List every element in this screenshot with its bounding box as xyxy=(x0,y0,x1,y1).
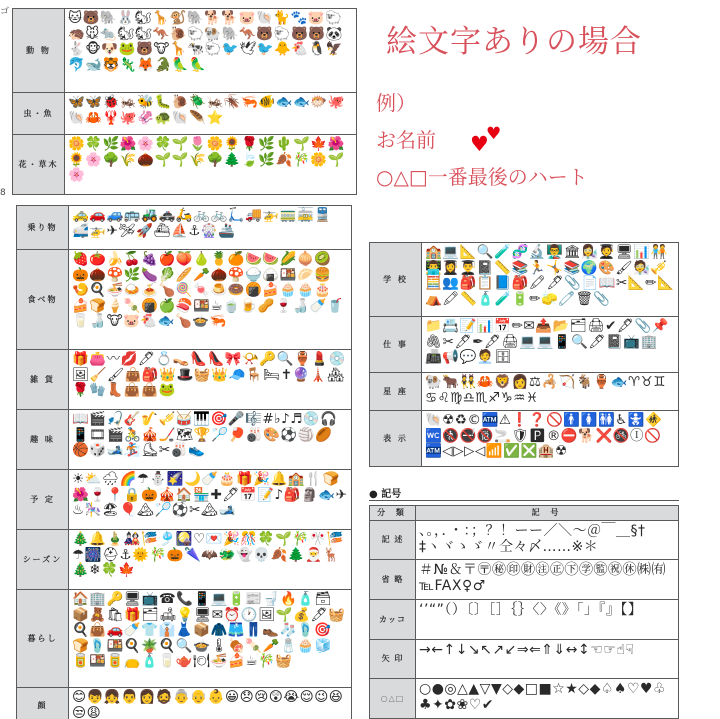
emoji-glyph-list: 🌼🍀🌿🌺🌸🍀🌱🌷🌼🌻🌹🌿🌵🌱🍁🌺🌻🌸🌳🌾🌰🌱🌱🌾🌳🌲🍃🌿🍂🎋🌼🌱🌸 xyxy=(65,135,357,195)
emoji-table-school-work xyxy=(369,242,679,466)
table-row-brackets xyxy=(370,599,679,639)
category-label: シーズン xyxy=(17,530,69,590)
table-row-seasons xyxy=(17,530,352,590)
table-row-living xyxy=(17,590,352,688)
category-label: 表 示 xyxy=(370,411,422,467)
margin-page-mark: 8 xyxy=(0,188,6,198)
category-label: 顔 xyxy=(17,688,69,719)
emoji-glyph-list: 🍓🍅🍌🍒🍇🍎🍑🍐🍍🍊🍉🍉🌽🧅🥝🎃🌰🍄🌿🍆🥬🥖🥕🌰🍄🍚🍙🍱🥟🍔🍤🍳🍜🍛🍝🍗🍭🍬🍮🍩🍘🍰🧁🧁🎂🍰🍞🍦🍡🍘🍏🍣🍱☕🍵🍺🥜🍷🍶🍼🥤🥛🍶🐮🐷🐔🐟🍗🍲🦐 xyxy=(69,250,352,350)
emoji-glyph-list: 🚕🚗🚙🚌🚜🚓🛵🚲🚲🛴🚚🚁🚃🚋🚆🚅🚁✈🛩🚀⛴⛵⚓🎡🚢 xyxy=(69,206,352,250)
emoji-glyph-list: 😊👦👧👨👩🧔👵👴👶😀😞😢😲😭😌😉😆😒😩 xyxy=(69,688,352,719)
table-row-food xyxy=(17,250,352,350)
annotation-title: 絵文字ありの場合 xyxy=(386,24,642,60)
symbols-heading xyxy=(369,485,401,500)
category-label: 花・草木 xyxy=(13,135,65,195)
category-label: 動 物 xyxy=(13,9,65,93)
table-row-goods xyxy=(17,350,352,410)
table-row-hobbies xyxy=(17,410,352,470)
emoji-glyph-list: 🐏🐂👯🦀🦁👩⚖🦂🏹🐐🏺🐟♈♉♊♋♌♍♎♏♐♑♒♓ xyxy=(422,373,679,411)
table-row-flowers-plants xyxy=(13,135,357,195)
table-row-animals xyxy=(13,9,357,93)
category-label: 記 述 xyxy=(370,520,416,560)
symbol-glyph-list: ‘’“”（）〔〕［］｛｝〈〉《》「」『』【】 xyxy=(416,599,679,639)
category-label: 虫・魚 xyxy=(13,93,65,135)
emoji-glyph-list: 🐚☢♻©🏧⚠❗❓🚫🚹🚺🚻♿🚼🚸🚾🚷🚭🔞🚬🛡🅿®⛔🐕❌🚳Ⓘ🚫🏧◁▷▷◁📶✅❎🏨☢ xyxy=(422,411,679,467)
two-hearts-icon xyxy=(470,124,530,160)
table-row-arrows xyxy=(370,639,679,679)
table-row-school xyxy=(370,243,679,317)
emoji-table-animals-plants xyxy=(12,8,357,194)
table-row-work xyxy=(370,317,679,373)
emoji-glyph-list: 🏠🏢🔑🖥📺☎📞📱💻🔋📰🚽🔥🧴🗃📦🧸🛍🎁🗂🛋💡🖥✉⏰🕐🖼🌱💰🖊🧺🍳👜🚗🍼👕👔👗📦🧥🩳👖👞🧦🩴🎯🍞🩴🍱🍳🪴🍳🔍🍲🌡🍖🍡🥕🧂🧁🧊🥫🍱🥫👝🧴🥛🫖🍽🍜🍰☕🎋🧺 xyxy=(69,590,352,688)
category-label: 省 略 xyxy=(370,560,416,600)
table-row-abbreviations xyxy=(370,560,679,600)
emoji-glyph-list: 🎄🔔🎍🎎🎏🎐🎑♡💌🎉🎊🍀🌱🎋🎌🎏☂🎆⛑⚓🌞🎋🎃🌂🦇🐲👻💀🍂🌲🎅🦌🎄❄🍀🍁 xyxy=(69,530,352,590)
margin-mark-top: ゴ xyxy=(0,7,10,17)
symbol-glyph-list: ○●◎△▲▽▼◇◆□■☆★◇◆♤♠♡♥♧♣✦✿❀♡✔ xyxy=(416,679,679,719)
symbol-glyph-list: 、。，．・：；？！ーー／＼～＠￣＿§†‡ヽヾゝゞ〃仝々〆……※＊ xyxy=(416,520,679,560)
emoji-glyph-list: 🐱🐻🐘🐰🐿🦒🐒🐘🐕🐕🐷🐚🐈🐾🐷🐑🦔🐭🐀🐿🐿🦘🐌🐑🐏🐘🦘🐻🐑🐻🐻🐼🐇🐵🐶🐸🐻🐮🦒🐄🐑🐦🕊🐦🐥🐔🐧🦅🐬🐋🐯🦎🦊🐊🦜🦜 xyxy=(65,9,357,93)
category-label: 予 定 xyxy=(17,470,69,530)
category-label: 学 校 xyxy=(370,243,422,317)
table-header-row xyxy=(370,506,679,521)
annotation-rule-line: ○△□一番最後のハート xyxy=(376,165,588,189)
heart-icon: ♥ xyxy=(470,132,489,156)
emoji-table-main xyxy=(16,205,352,719)
emoji-glyph-list: ☀⛅🌧🌈☂⛄🌠🌙🍼🎂🎁🎉🔔🏫🍴🍞🌺🍷📍🔒🎃🎪🏠🏪✚🖊📅📝♪🎒🗿🐟✈♨🎠🏖🎈🏔🏸⚽✂🏔🎿 xyxy=(69,470,352,530)
category-label: 仕 事 xyxy=(370,317,422,373)
category-label: カッコ xyxy=(370,599,416,639)
table-row-schedule xyxy=(17,470,352,530)
table-row-zodiac xyxy=(370,373,679,411)
symbol-glyph-list: →←↑↓↘↖↗↙⇒⇐⇑⇓↔↕☜☞☝☟ xyxy=(416,639,679,679)
table-row-insects-fish xyxy=(13,93,357,135)
table-row-vehicles xyxy=(17,206,352,250)
category-label: 暮らし xyxy=(17,590,69,688)
annotation-example-label: 例） xyxy=(376,91,416,115)
emoji-glyph-list: 📖🎬🎣🎸🎷🎺🥁🎹🎯🎤🎼#♭♪♬💿🎧📱🎞🎬🚴🎪🏒🗺🏆🏸🏓🎳🎨⚽🏐🏉🏀🎲🎿🏂⛸✂🎳👟 xyxy=(69,410,352,470)
symbol-glyph-list: ＃№＆〒〶㊙㊞㊖㊟㊣㊦㊫㊬㊗㊡㈱㈲℡FAX♀♂ xyxy=(416,560,679,600)
category-label: 矢 印 xyxy=(370,639,416,679)
column-header-symbols: 記 号 xyxy=(416,506,679,521)
category-label: 趣 味 xyxy=(17,410,69,470)
column-header-category: 分 類 xyxy=(370,506,416,521)
emoji-glyph-list: 📁📇📝📊📅✏✉📤📂🗂🖨✔🖋📎📌🖇✂🖊✒🖋🖨💻💻📱🔍🖊📓📺🏢📠📢💬🧑‍💼🗄 xyxy=(422,317,679,373)
category-label: 乗り物 xyxy=(17,206,69,250)
category-label: 雑 貨 xyxy=(17,350,69,410)
symbols-heading-text: 記号 xyxy=(381,489,402,500)
bullet-icon: ● xyxy=(369,489,378,500)
emoji-glyph-list: 🏫💻📐🔍🧪🧬🔬👨‍🏫🏛👩‍🔬🧑‍🎓🖥📊🧑‍🤝‍🧑👨‍💻👩‍🎓👨‍🎓📓📏📚🏃🤸📚🌍🎨🖌🧑‍🔬🎺🧮👥🎒📋📘🎒🖍🖊📎📄📖✂📐✏📐⛺🖍📏🧴🧪🔋✏🧽🧷🗑📎 xyxy=(422,243,679,317)
symbols-table xyxy=(369,505,679,719)
table-row-shapes xyxy=(370,679,679,719)
emoji-glyph-list: 🎁👛〰💋🖊💍👡👠👠🎀📯🔑🔍🏺💄💿🖼🧹🖌👜🎒👑🎩🧺👑🧢🪑🛏✝🔮🗼🏘🌹🧤👢👜👜🐸 xyxy=(69,350,352,410)
table-row-faces xyxy=(17,688,352,719)
category-label: 食べ物 xyxy=(17,250,69,350)
heading-divider xyxy=(369,500,679,501)
table-row-punctuation xyxy=(370,520,679,560)
table-row-signs xyxy=(370,411,679,467)
heart-icon: ♥ xyxy=(486,124,502,144)
category-label: 星 座 xyxy=(370,373,422,411)
annotation-name-line: お名前 xyxy=(376,128,436,152)
emoji-glyph-list: 🦋🦋🐞🦗🐝🐛🐌🪲🦗🪳🦐🐠🐟🐟🐡🐙🐚🦀🦞🐙🦑🐢🐚🪶⭐ xyxy=(65,93,357,135)
category-label: ○△□ xyxy=(370,679,416,719)
